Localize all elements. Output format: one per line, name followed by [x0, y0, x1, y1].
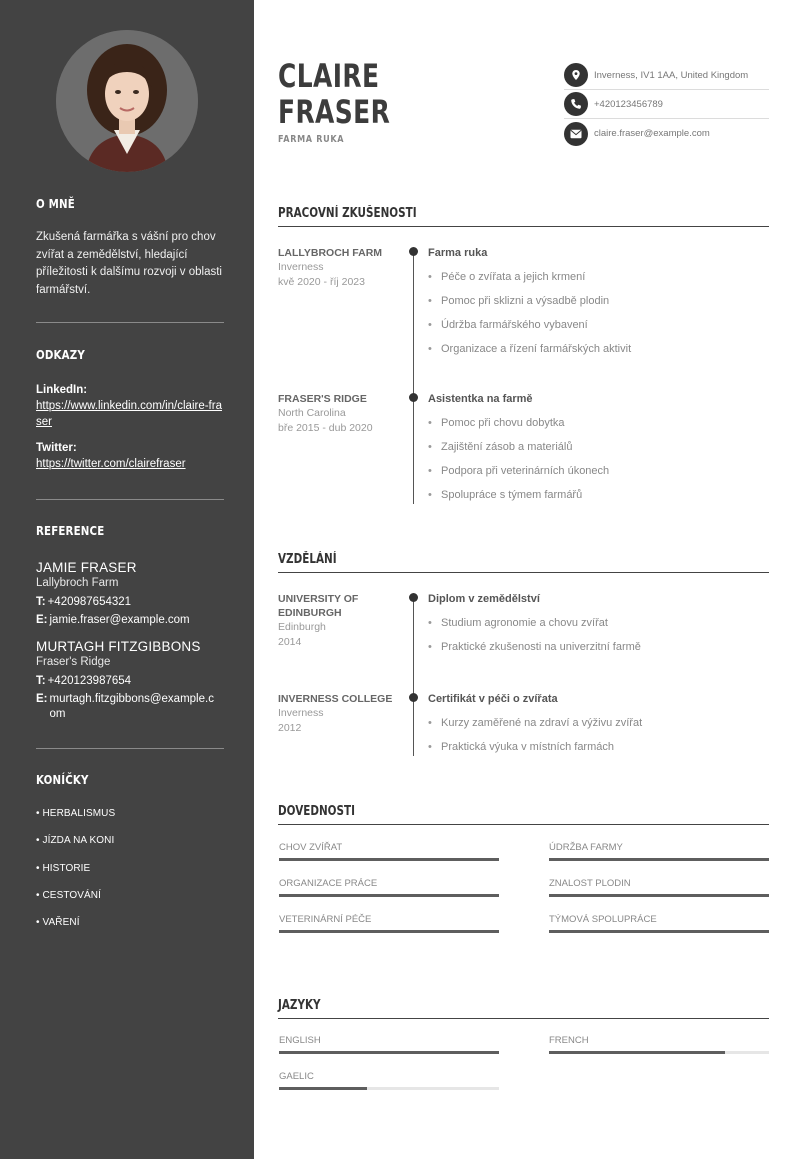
- entry-bullet: • Údržba farmářského vybavení: [428, 318, 769, 332]
- link-label: LinkedIn:: [36, 384, 88, 396]
- reference-phone: [36, 674, 224, 689]
- divider: [36, 499, 224, 500]
- entry-bullet: • Praktická výuka v místních farmách: [428, 740, 769, 754]
- entry-role: Farma ruka: [428, 247, 488, 259]
- entry-meta: [278, 592, 396, 649]
- links-section: [36, 347, 224, 472]
- divider: [36, 748, 224, 749]
- hobby-item: • HERBALISMUS: [36, 808, 116, 819]
- email-value: murtagh.fitzgibbons@example.com: [49, 693, 214, 720]
- language-bar-fill: [279, 1087, 367, 1090]
- entry-meta: [278, 392, 396, 435]
- section-title: VZDĚLÁNÍ: [278, 552, 337, 567]
- reference-item: [36, 560, 224, 628]
- entry-dates: 2014: [278, 635, 302, 648]
- reference-item: [36, 639, 224, 722]
- entry-bullet: • Péče o zvířata a jejich krmení: [428, 270, 769, 284]
- skill-label: ORGANIZACE PRÁCE: [279, 878, 378, 889]
- skill-bar: [279, 894, 499, 897]
- entry-details: [428, 692, 769, 754]
- language-item: [279, 1071, 499, 1090]
- entry-org: FRASER'S RIDGE: [278, 393, 367, 405]
- skill-item: [549, 878, 769, 897]
- skill-item: [279, 842, 499, 861]
- entry-details: [428, 392, 769, 502]
- contact-email: [564, 119, 769, 148]
- sidebar: [0, 0, 254, 1159]
- location-pin-icon: [564, 63, 588, 87]
- phone-key: T:: [36, 675, 46, 687]
- email-value: jamie.fraser@example.com: [49, 614, 190, 626]
- language-item: [279, 1035, 499, 1054]
- language-bar-fill: [279, 1051, 499, 1054]
- person-name: [278, 58, 390, 130]
- first-name: CLAIRE: [278, 57, 380, 95]
- hobby-item: • VAŘENÍ: [36, 917, 80, 928]
- phone-value: +420123987654: [47, 675, 132, 687]
- reference-name: MURTAGH FITZGIBBONS: [36, 639, 201, 654]
- language-bar: [279, 1051, 499, 1054]
- email-key: E:: [36, 614, 48, 626]
- timeline-dot: [409, 593, 418, 602]
- entry-dates: bře 2015 - dub 2020: [278, 421, 373, 434]
- contact-address: [564, 61, 769, 90]
- language-label: FRENCH: [549, 1035, 589, 1046]
- link-label: Twitter:: [36, 442, 77, 454]
- section-title: JAZYKY: [278, 998, 321, 1013]
- skill-item: [279, 878, 499, 897]
- entry-bullet: • Pomoc při sklizni a výsadbě plodin: [428, 294, 769, 308]
- entry-meta: [278, 692, 396, 735]
- entry-bullet: • Praktické zkušenosti na univerzitní farmě: [428, 640, 769, 654]
- entry-role: Asistentka na farmě: [428, 393, 533, 405]
- entry-location: Edinburgh: [278, 621, 326, 633]
- entry-role: Certifikát v péči o zvířata: [428, 693, 558, 705]
- language-bar: [549, 1051, 769, 1054]
- timeline-dot: [409, 247, 418, 256]
- skill-label: CHOV ZVÍŘAT: [279, 842, 343, 853]
- about-heading: O MNĚ: [36, 196, 75, 211]
- references-heading: REFERENCE: [36, 523, 105, 538]
- entry-org: UNIVERSITY OF EDINBURGH: [278, 593, 359, 619]
- skill-label: ÚDRŽBA FARMY: [549, 842, 623, 853]
- entry-location: Inverness: [278, 261, 324, 273]
- languages-heading: [278, 998, 769, 1019]
- skill-bar: [549, 894, 769, 897]
- hobby-item: • JÍZDA NA KONI: [36, 835, 115, 846]
- skill-bar-fill: [279, 894, 499, 897]
- entry-dates: 2012: [278, 721, 302, 734]
- contact-text: claire.fraser@example.com: [594, 128, 710, 139]
- skill-bar: [279, 858, 499, 861]
- entry-location: Inverness: [278, 707, 324, 719]
- skill-item: [549, 842, 769, 861]
- reference-phone: [36, 595, 224, 610]
- skill-label: ZNALOST PLODIN: [549, 878, 631, 889]
- entry-bullet: • Organizace a řízení farmářských aktivit: [428, 342, 769, 356]
- profile-photo: [56, 30, 198, 172]
- entry-meta: [278, 246, 396, 289]
- reference-org: Lallybroch Farm: [36, 577, 119, 589]
- entry-role: Diplom v zemědělství: [428, 593, 540, 605]
- entry-bullet: • Pomoc při chovu dobytka: [428, 416, 769, 430]
- link-linkedin: [36, 384, 224, 430]
- portrait-image: [56, 30, 198, 172]
- about-section: [36, 196, 224, 299]
- hobby-item: • HISTORIE: [36, 863, 91, 874]
- skills-heading: [278, 804, 769, 825]
- skill-bar: [549, 858, 769, 861]
- envelope-icon: [564, 122, 588, 146]
- language-bar: [279, 1087, 499, 1090]
- linkedin-link[interactable]: https://www.linkedin.com/in/claire-fraser: [36, 400, 222, 428]
- links-heading: ODKAZY: [36, 347, 85, 362]
- skill-bar-fill: [549, 930, 769, 933]
- link-twitter: [36, 442, 224, 472]
- phone-value: +420987654321: [47, 596, 132, 608]
- timeline-line: [413, 598, 414, 756]
- contact-text: Inverness, IV1 1AA, United Kingdom: [594, 69, 749, 81]
- contact-phone: [564, 90, 769, 119]
- skill-label: TÝMOVÁ SPOLUPRÁCE: [549, 914, 657, 925]
- about-text: Zkušená farmářka s vášní pro chov zvířat a zemědělství, hledající příležitosti k dalšímu rozvoji v oblasti farmářství.: [36, 231, 222, 296]
- reference-org: Fraser's Ridge: [36, 656, 111, 668]
- education-heading: [278, 552, 769, 573]
- section-title: PRACOVNÍ ZKUŠENOSTI: [278, 206, 417, 221]
- timeline-dot: [409, 393, 418, 402]
- entry-dates: kvě 2020 - říj 2023: [278, 275, 365, 288]
- skill-bar-fill: [279, 930, 499, 933]
- hobbies-heading: KONÍČKY: [36, 772, 89, 787]
- reference-email: [36, 613, 224, 628]
- skill-bar-fill: [279, 858, 499, 861]
- language-label: ENGLISH: [279, 1035, 321, 1046]
- entry-details: [428, 246, 769, 356]
- contact-text: +420123456789: [594, 98, 663, 110]
- last-name: FRASER: [278, 93, 391, 131]
- entry-bullet: • Kurzy zaměřené na zdraví a výživu zvířat: [428, 716, 769, 730]
- experience-heading: [278, 206, 769, 227]
- entry-bullet: • Spolupráce s týmem farmářů: [428, 488, 769, 502]
- language-bar-fill: [549, 1051, 725, 1054]
- entry-bullet: • Podpora při veterinárních úkonech: [428, 464, 769, 478]
- skill-bar-fill: [549, 858, 769, 861]
- divider: [36, 322, 224, 323]
- entry-bullet: • Studium agronomie a chovu zvířat: [428, 616, 769, 630]
- entry-bullet: • Zajištění zásob a materiálů: [428, 440, 769, 454]
- hobby-item: • CESTOVÁNÍ: [36, 890, 101, 901]
- reference-name: JAMIE FRASER: [36, 560, 137, 575]
- entry-org: LALLYBROCH FARM: [278, 247, 383, 259]
- contact-list: [564, 61, 769, 148]
- phone-icon: [564, 92, 588, 116]
- entry-org: INVERNESS COLLEGE: [278, 693, 393, 705]
- twitter-link[interactable]: https://twitter.com/clairefraser: [36, 458, 186, 470]
- skill-bar: [279, 930, 499, 933]
- entry-details: [428, 592, 769, 654]
- timeline-dot: [409, 693, 418, 702]
- email-key: E:: [36, 693, 48, 705]
- entry-location: North Carolina: [278, 407, 346, 419]
- skill-bar: [549, 930, 769, 933]
- skill-bar-fill: [549, 894, 769, 897]
- phone-key: T:: [36, 596, 46, 608]
- hobbies-section: [36, 772, 224, 787]
- language-item: [549, 1035, 769, 1054]
- reference-email: [36, 692, 224, 722]
- skill-item: [279, 914, 499, 933]
- references-section: [36, 523, 224, 722]
- skill-item: [549, 914, 769, 933]
- timeline-line: [413, 252, 414, 504]
- section-title: DOVEDNOSTI: [278, 804, 355, 819]
- language-label: GAELIC: [279, 1071, 314, 1082]
- skill-label: VETERINÁRNÍ PÉČE: [279, 914, 372, 925]
- job-title: FARMA RUKA: [278, 134, 345, 145]
